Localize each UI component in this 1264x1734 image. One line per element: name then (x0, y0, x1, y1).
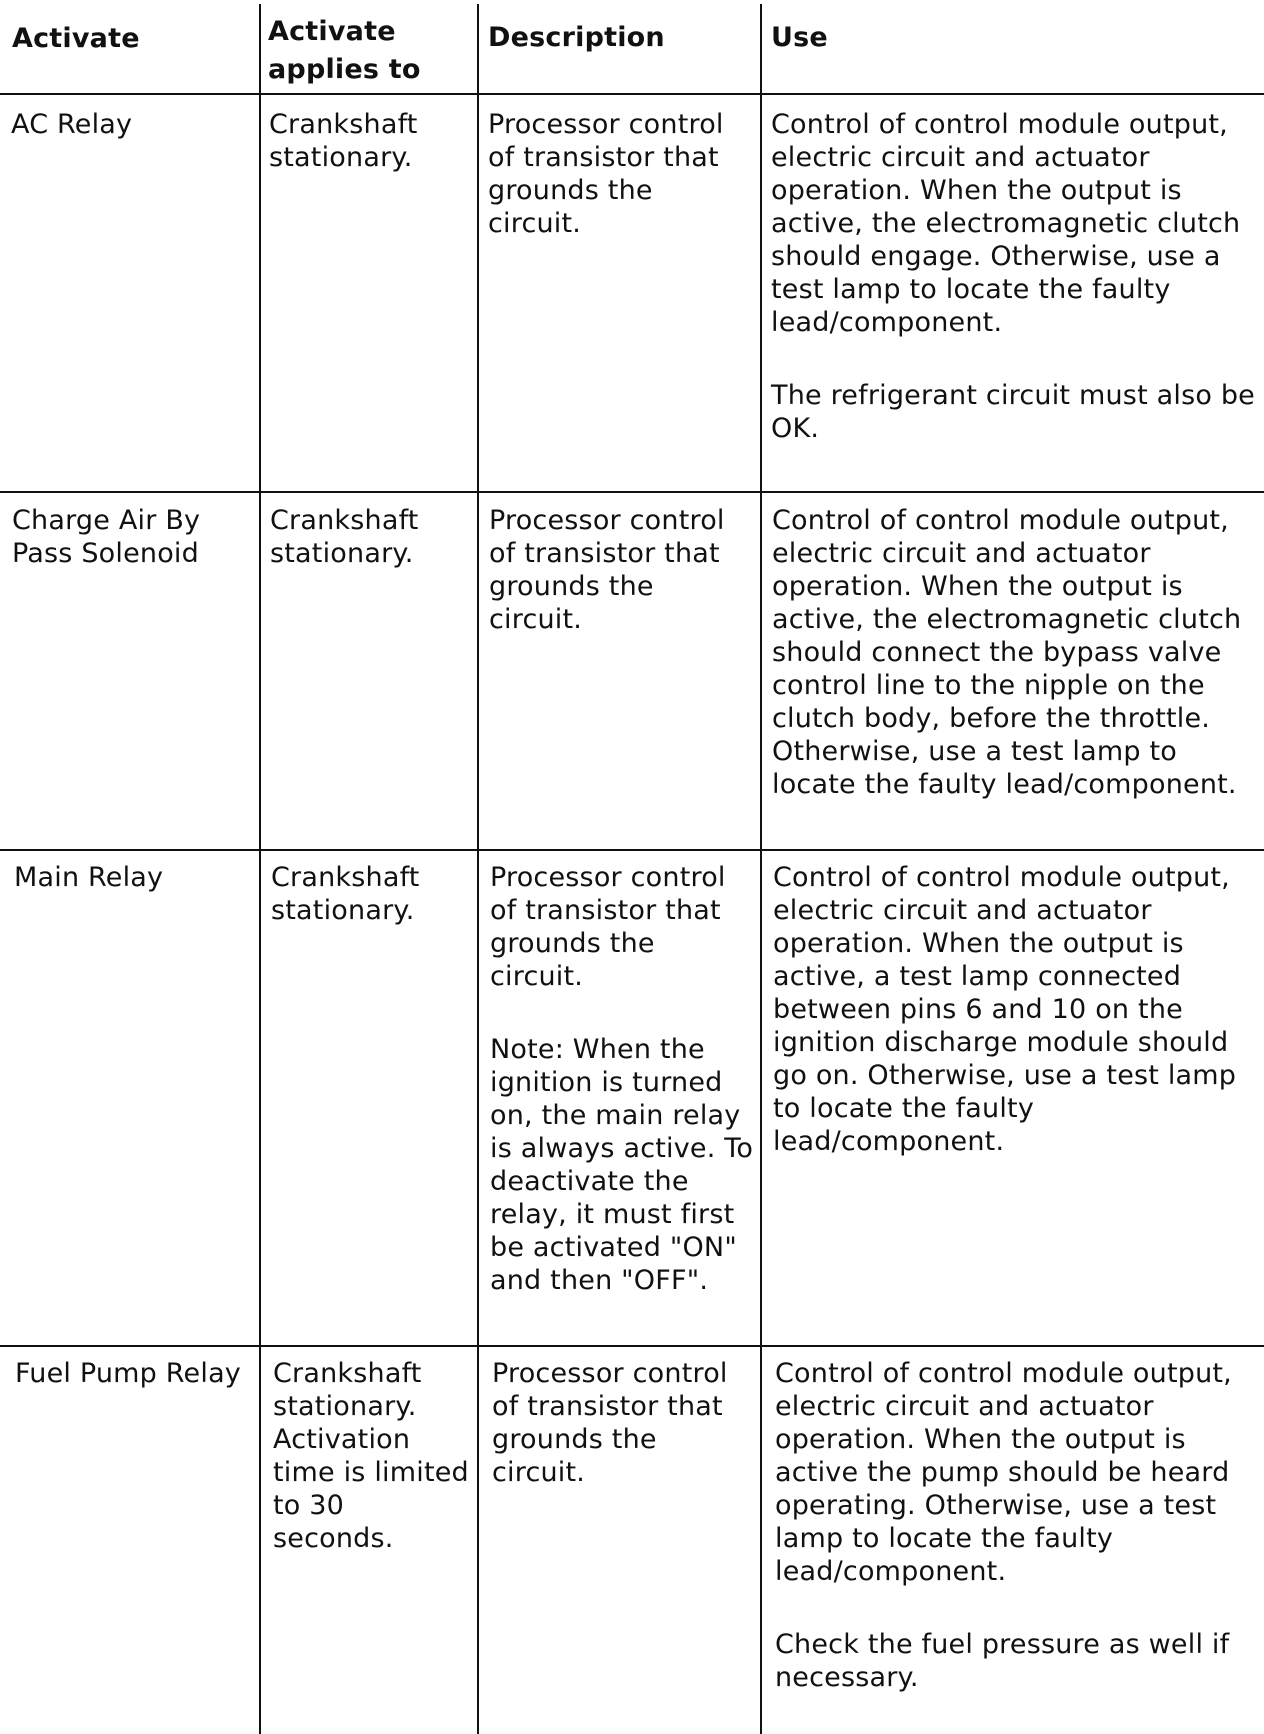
header-activate: Activate (12, 23, 140, 54)
header-description: Description (488, 22, 665, 53)
table-row-3-applies-to: Crankshaft stationary. (271, 862, 420, 926)
table-row-2-activate: Charge Air By Pass Solenoid (12, 505, 201, 569)
description-text: Processor control of transistor that grounds the circuit. (489, 505, 725, 635)
use-note: The refrigerant circuit must also be OK. (771, 380, 1255, 444)
row-divider-2 (0, 849, 1264, 851)
table-row-1-activate: AC Relay (11, 109, 133, 140)
table-row-3-activate: Main Relay (14, 862, 164, 893)
description-note: Note: When the ignition is turned on, the main relay is always active. To deactivate the relay, it must first be activated "ON" and then "OFF". (490, 1034, 754, 1296)
header-use: Use (771, 22, 828, 53)
table-row-1-description (488, 108, 750, 240)
description-text: Processor control of transistor that grounds the circuit. (488, 109, 724, 239)
table-row-1-use (771, 108, 1261, 445)
row-divider-1 (0, 491, 1264, 493)
table-row-4-use (775, 1357, 1263, 1694)
use-text: Control of control module output, electric circuit and actuator operation. When the output is active, the electromagnetic clutch should engage. Otherwise, use a test lamp to locate the faulty lead/component. (771, 109, 1241, 338)
use-note: Check the fuel pressure as well if necessary. (775, 1629, 1230, 1693)
description-text: Processor control of transistor that grounds the circuit. (492, 1358, 728, 1488)
use-text: Control of control module output, electric circuit and actuator operation. When the output is active, the electromagnetic clutch should connect the bypass valve control line to the nipple on the clutch body, before the throttle. Otherwise, use a test lamp to locate the faulty lead/component. (772, 505, 1242, 800)
column-divider-1 (259, 4, 261, 1734)
description-text: Processor control of transistor that grounds the circuit. (490, 862, 726, 992)
table-row-1-applies-to: Crankshaft stationary. (269, 109, 418, 173)
table-row-3-description (490, 861, 756, 1297)
header-divider (0, 93, 1264, 95)
header-activate-applies-to: Activate applies to (268, 16, 421, 85)
table-row-4-applies-to: Crankshaft stationary. Activation time is limited to 30 seconds. (273, 1358, 469, 1554)
table-row-2-description (489, 504, 751, 636)
row-divider-3 (0, 1345, 1264, 1347)
use-text: Control of control module output, electric circuit and actuator operation. When the output is active the pump should be heard operating. Otherwise, use a test lamp to locate the faulty lead/component. (775, 1358, 1232, 1587)
table-row-2-use (772, 504, 1262, 801)
table-row-2-applies-to: Crankshaft stationary. (270, 505, 419, 569)
column-divider-2 (477, 4, 479, 1734)
use-text: Control of control module output, electric circuit and actuator operation. When the output is active, a test lamp connected between pins 6 and 10 on the ignition discharge module should go on. Otherwise, use a test lamp to locate the faulty lead/component. (773, 862, 1237, 1157)
column-divider-3 (760, 4, 762, 1734)
table-row-4-description (492, 1357, 754, 1489)
table-row-3-use (773, 861, 1263, 1158)
table-row-4-activate: Fuel Pump Relay (15, 1358, 241, 1389)
